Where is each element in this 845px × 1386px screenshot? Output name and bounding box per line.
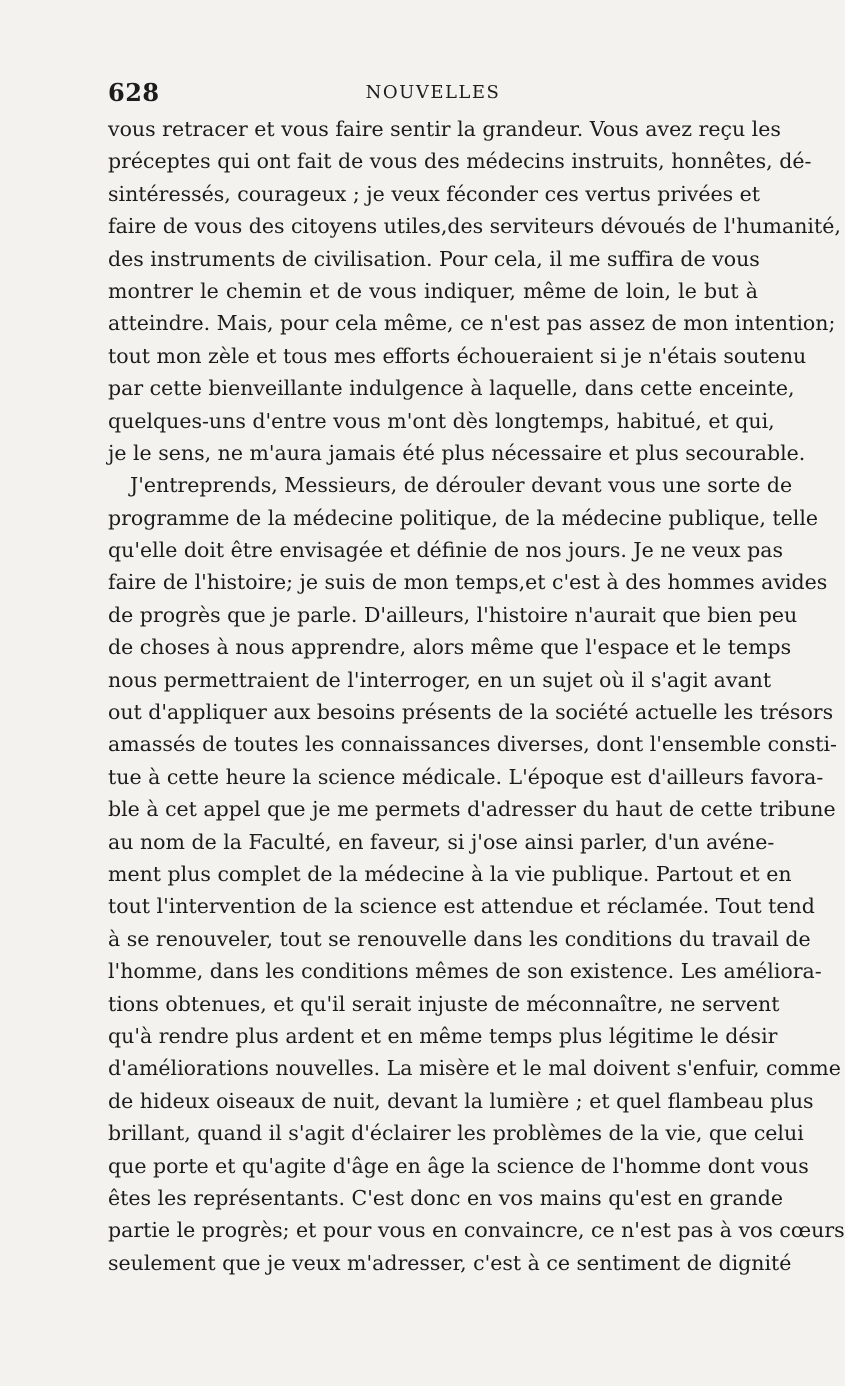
text-line: que porte et qu'agite d'âge en âge la science de l'homme dont vous — [108, 1153, 809, 1178]
text-line: qu'à rendre plus ardent et en même temps plus légitime le désir — [108, 1023, 778, 1048]
text-line: d'améliorations nouvelles. La misère et le mal doivent s'enfuir, comme — [108, 1056, 841, 1081]
text-line: tue à cette heure la science médicale. L'époque est d'ailleurs favora- — [108, 764, 824, 789]
text-line: ment plus complet de la médecine à la vie publique. Partout et en — [108, 861, 792, 886]
text-line: de hideux oiseaux de nuit, devant la lumière ; et quel flambeau plus — [108, 1088, 814, 1113]
text-line: faire de l'histoire; je suis de mon temps,et c'est à des hommes avides — [108, 570, 828, 595]
text-line: tions obtenues, et qu'il serait injuste de méconnaître, ne servent — [108, 991, 780, 1016]
running-title: NOUVELLES — [365, 82, 501, 103]
text-line: vous retracer et vous faire sentir la grandeur. Vous avez reçu les — [108, 117, 781, 141]
body-text — [108, 113, 845, 1279]
text-line: au nom de la Faculté, en faveur, si j'ose ainsi parler, d'un avéne- — [108, 829, 775, 854]
text-line: sintéressés, courageux ; je veux féconder ces vertus privées et — [108, 181, 760, 206]
text-line: par cette bienveillante indulgence à laquelle, dans cette enceinte, — [108, 376, 795, 401]
text-line: de choses à nous apprendre, alors même que l'espace et le temps — [108, 635, 792, 660]
text-line: quelques-uns d'entre vous m'ont dès longtemps, habitué, et qui, — [108, 408, 775, 433]
text-line: out d'appliquer aux besoins présents de la société actuelle les trésors — [108, 700, 834, 725]
text-line: êtes les représentants. C'est donc en vos mains qu'est en grande — [108, 1185, 784, 1210]
page-header — [108, 78, 758, 108]
text-line: atteindre. Mais, pour cela même, ce n'est pas assez de mon intention; — [108, 311, 836, 336]
text-line: nous permettraient de l'interroger, en un sujet où il s'agit avant — [108, 667, 772, 692]
text-line: tout mon zèle et tous mes efforts échoueraient si je n'étais soutenu — [108, 343, 807, 368]
text-line: montrer le chemin et de vous indiquer, même de loin, le but à — [108, 278, 758, 303]
text-line: programme de la médecine politique, de la médecine publique, telle — [108, 505, 819, 530]
text-line: des instruments de civilisation. Pour cela, il me suffira de vous — [108, 246, 760, 271]
text-line: J'entreprends, Messieurs, de dérouler devant vous une sorte de — [130, 473, 793, 498]
text-line: de progrès que je parle. D'ailleurs, l'histoire n'aurait que bien peu — [108, 602, 798, 627]
text-line: préceptes qui ont fait de vous des médecins instruits, honnêtes, dé- — [108, 149, 812, 174]
text-line: seulement que je veux m'adresser, c'est à ce sentiment de dignité — [108, 1250, 792, 1275]
text-line: ble à cet appel que je me permets d'adresser du haut de cette tribune — [108, 797, 836, 822]
text-line: brillant, quand il s'agit d'éclairer les problèmes de la vie, que celui — [108, 1121, 804, 1146]
page-number: 628 — [108, 78, 160, 107]
text-line: à se renouveler, tout se renouvelle dans les conditions du travail de — [108, 926, 811, 951]
text-line: l'homme, dans les conditions mêmes de son existence. Les améliora- — [108, 959, 822, 984]
text-line: tout l'intervention de la science est attendue et réclamée. Tout tend — [108, 894, 815, 919]
text-line: qu'elle doit être envisagée et définie de nos jours. Je ne veux pas — [108, 538, 783, 563]
text-line: amassés de toutes les connaissances diverses, dont l'ensemble consti- — [108, 732, 837, 757]
text-line: je le sens, ne m'aura jamais été plus nécessaire et plus secourable. — [108, 440, 806, 465]
text-line: partie le progrès; et pour vous en convaincre, ce n'est pas à vos cœurs — [108, 1218, 845, 1243]
text-line: faire de vous des citoyens utiles,des serviteurs dévoués de l'humanité, — [108, 214, 841, 239]
